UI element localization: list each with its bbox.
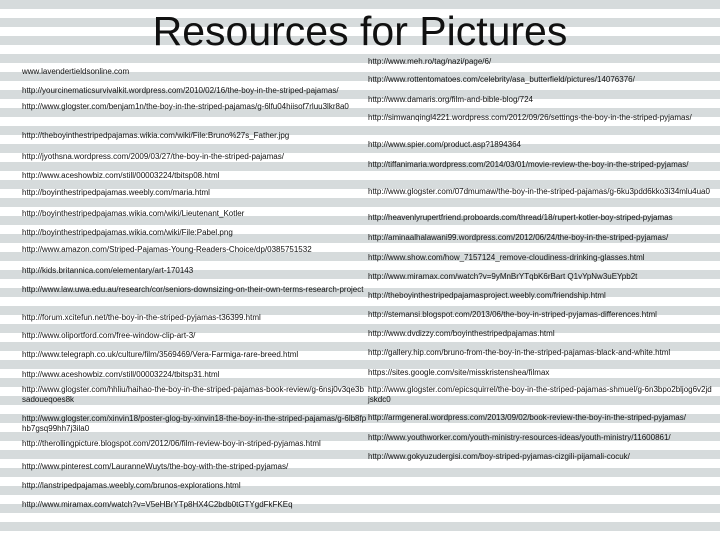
resource-link[interactable]: http://www.miramax.com/watch?v=9yMnBrYTqbK6rBart Q1vYpNw3uEYpb2t (368, 272, 638, 281)
resource-link[interactable]: http://kids.britannica.com/elementary/art-170143 (22, 266, 194, 275)
resource-link[interactable]: http://www.glogster.com/epicsquirrel/the-boy-in-the-striped-pajamas-shmuel/g-6n3bpo2bljog6v2jdjskdc0 (368, 385, 712, 404)
resource-link[interactable]: http://www.aceshowbiz.com/still/00003224/tbitsp31.html (22, 370, 220, 379)
resource-link[interactable]: http://boyinthestripedpajamas.wikia.com/wiki/File:Pabel.png (22, 228, 233, 237)
resource-link[interactable]: http://www.spier.com/product.asp?1894364 (368, 140, 521, 149)
resource-link[interactable]: http://theboyinthestripedpajamas.wikia.com/wiki/File:Bruno%27s_Father.jpg (22, 131, 290, 140)
resource-link[interactable]: http://yourcinematicsurvivalkit.wordpress.com/2010/02/16/the-boy-in-the-striped-pajamas/ (22, 86, 339, 95)
page-title: Resources for Pictures (152, 8, 568, 54)
resource-link[interactable]: http://www.law.uwa.edu.au/research/cor/seniors-downsizing-on-their-own-terms-research-project (22, 285, 364, 294)
resource-link[interactable]: http://tiffanimaria.wordpress.com/2014/03/01/movie-review-the-boy-in-the-striped-pyjamas/ (368, 160, 689, 169)
resource-link[interactable]: http://boyinthestripedpajamas.weebly.com/maria.html (22, 188, 210, 197)
resource-link[interactable]: www.lavendertieldsonline.com (22, 67, 130, 76)
resource-link[interactable]: http://simwanqingl4221.wordpress.com/2012/09/26/settings-the-boy-in-the-striped-pyjamas/ (368, 113, 692, 122)
resource-link[interactable]: http://stemansi.blogspot.com/2013/06/the-boy-in-striped-pyjamas-differences.html (368, 310, 657, 319)
resource-link[interactable]: http://www.miramax.com/watch?v=V5eHBrYTp8HX4C2bdb0tGTYgdFkFKEq (22, 500, 293, 509)
resource-link[interactable]: http://armgeneral.wordpress.com/2013/09/02/book-review-the-boy-in-the-striped-pyjamas/ (368, 413, 686, 422)
resource-link[interactable]: http://www.amazon.com/Striped-Pajamas-Young-Readers-Choice/dp/0385751532 (22, 245, 312, 254)
resource-link[interactable]: http://www.glogster.com/hhliu/haihao-the-boy-in-the-striped-pajamas-book-review/g-6nsj0v3qe3bsadoueqoes8k (22, 385, 364, 404)
resource-link[interactable]: http://www.damaris.org/film-and-bible-blog/724 (368, 95, 533, 104)
resource-link[interactable]: http://www.glogster.com/07dmumaw/the-boy-in-the-striped-pajamas/g-6ku3pdd6kko3i34mlu4ua0 (368, 187, 710, 196)
resource-link[interactable]: http://gallery.hip.com/bruno-from-the-boy-in-the-striped-pajamas-black-and-white.html (368, 348, 671, 357)
resource-link[interactable]: http://www.aceshowbiz.com/still/00003224/tbitsp08.html (22, 171, 220, 180)
right-link-column (368, 0, 713, 540)
resource-link[interactable]: http://www.pinterest.com/LauranneWuyts/the-boy-with-the-striped-pyjamas/ (22, 462, 289, 471)
resource-link[interactable]: http://aminaalhalawani99.wordpress.com/2012/06/24/the-boy-in-the-striped-pyjamas/ (368, 233, 669, 242)
resource-link[interactable]: http://www.oliportford.com/free-window-clip-art-3/ (22, 331, 196, 340)
resource-link[interactable]: http://forum.xcitefun.net/the-boy-in-the-striped-pyjamas-t36399.html (22, 313, 261, 322)
resource-link[interactable]: http://lanstripedpajamas.weebly.com/brunos-explorations.html (22, 481, 241, 490)
resource-link[interactable]: http://boyinthestripedpajamas.wikia.com/wiki/Lieutenant_Kotler (22, 209, 245, 218)
resource-link[interactable]: http://www.meh.ro/tag/nazi/page/6/ (368, 57, 492, 66)
resource-link[interactable]: http://www.rottentomatoes.com/celebrity/asa_butterfield/pictures/14076376/ (368, 75, 635, 84)
resource-link[interactable]: http://www.telegraph.co.uk/culture/film/3569469/Vera-Farmiga-rare-breed.html (22, 350, 299, 359)
resource-link[interactable]: http://www.show.com/how_7157124_remove-cloudiness-drinking-glasses.html (368, 253, 645, 262)
resource-link[interactable]: http://www.dvdizzy.com/boyinthestripedpajamas.html (368, 329, 555, 338)
resource-link[interactable]: http://www.glogster.com/xinvin18/poster-glog-by-xinvin18-the-boy-in-the-striped-pajamas/g-6lb8fphb7gsq99hh7j3ila0 (22, 414, 367, 433)
resource-link[interactable]: http://www.gokyuzudergisi.com/boy-striped-pyjamas-cizgili-pijamali-cocuk/ (368, 452, 630, 461)
resource-link[interactable]: https://sites.google.com/site/misskristenshea/filmax (368, 368, 550, 377)
left-link-column (22, 0, 367, 540)
resource-link[interactable]: http://theboyinthestripedpajamasproject.weebly.com/friendship.html (368, 291, 606, 300)
resource-link[interactable]: http://therollingpicture.blogspot.com/2012/06/film-review-boy-in-striped-pyjamas.html (22, 439, 321, 448)
resource-link[interactable]: http://www.youthworker.com/youth-ministry-resources-ideas/youth-ministry/11600861/ (368, 433, 671, 442)
resource-link[interactable]: http://heavenlyrupertfriend.proboards.com/thread/18/rupert-kotler-boy-striped-pyjamas (368, 213, 673, 222)
resource-link[interactable]: http://jyothsna.wordpress.com/2009/03/27/the-boy-in-the-striped-pajamas/ (22, 152, 284, 161)
resource-link[interactable]: http://www.glogster.com/benjam1n/the-boy-in-the-striped-pajamas/g-6lfu04hiisof7rluu3lkr8a0 (22, 102, 349, 111)
